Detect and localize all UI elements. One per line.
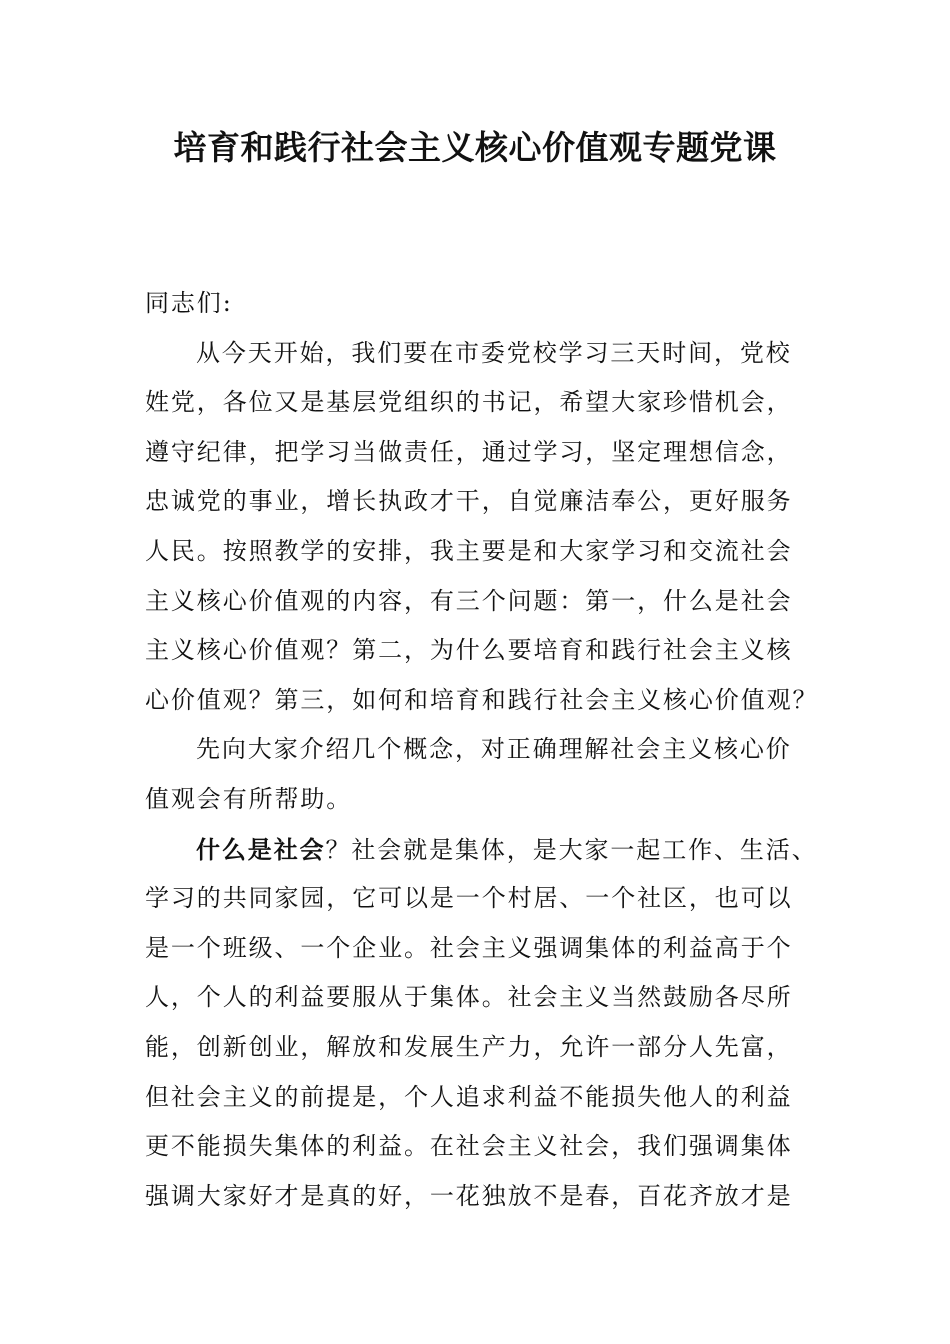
paragraph-line: 先向大家介绍几个概念，对正确理解社会主义核心价: [196, 735, 792, 764]
paragraph-lead-text: ？社会就是集体，是大家一起工作、生活、: [325, 835, 818, 864]
paragraph-line: 忠诚党的事业，增长执政才干，自觉廉洁奉公，更好服务: [145, 487, 793, 516]
paragraph-line: 能，创新创业，解放和发展生产力，允许一部分人先富，: [145, 1032, 793, 1061]
paragraph-line: 心价值观？第三，如何和培育和践行社会主义核心价值观？: [145, 685, 819, 714]
bold-term: 什么是社会: [196, 834, 326, 864]
paragraph-line: 人民。按照教学的安排，我主要是和大家学习和交流社会: [145, 536, 793, 565]
paragraph-line: 是一个班级、一个企业。社会主义强调集体的利益高于个: [145, 933, 793, 962]
paragraph-line: 人，个人的利益要服从于集体。社会主义当然鼓励各尽所: [145, 983, 793, 1012]
paragraph-line: 主义核心价值观的内容，有三个问题：第一，什么是社会: [145, 586, 793, 615]
document-body: [145, 279, 819, 1221]
paragraph-line: 姓党，各位又是基层党组织的书记，希望大家珍惜机会，: [145, 388, 793, 417]
paragraph-line: 值观会有所帮助。: [145, 784, 353, 813]
salutation: 同志们:: [145, 289, 233, 317]
paragraph-line: 强调大家好才是真的好，一花独放不是春，百花齐放才是: [145, 1181, 793, 1210]
paragraph-line: [145, 825, 818, 875]
paragraph-line: 但社会主义的前提是，个人追求利益不能损失他人的利益: [145, 1082, 793, 1111]
paragraph-line: 遵守纪律，把学习当做责任，通过学习，坚定理想信念，: [145, 437, 793, 466]
paragraph-line: 主义核心价值观？第二，为什么要培育和践行社会主义核: [145, 636, 793, 665]
document-title: 培育和践行社会主义核心价值观专题党课: [173, 128, 777, 167]
paragraph-line: 从今天开始，我们要在市委党校学习三天时间，党校: [196, 338, 792, 367]
paragraph-line: 更不能损失集体的利益。在社会主义社会，我们强调集体: [145, 1132, 793, 1161]
paragraph-line: 学习的共同家园，它可以是一个村居、一个社区，也可以: [145, 884, 793, 913]
